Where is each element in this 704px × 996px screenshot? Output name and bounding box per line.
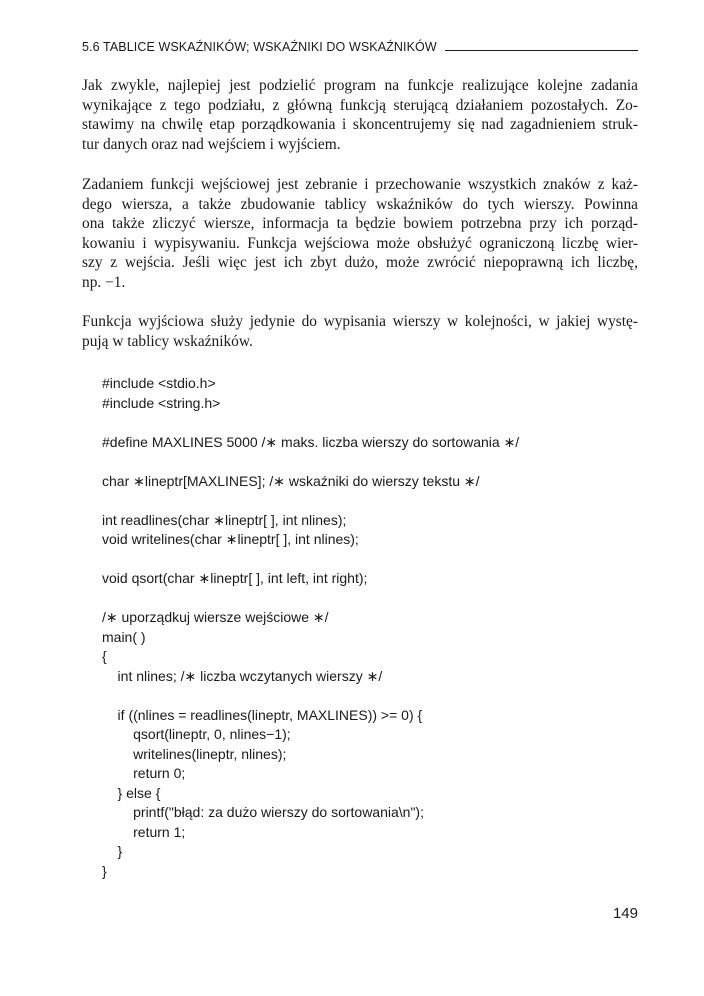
paragraph-line: dego wiersza, a także zbudowanie tablicy wskaźników do tych wierszy. Powinna [82,195,638,213]
code-line: #include <string.h> [102,394,221,411]
paragraph-2 [82,175,638,293]
code-line: #define MAXLINES 5000 /∗ maks. liczba wierszy do sortowania ∗/ [102,433,520,450]
paragraph-3 [82,312,638,351]
code-line: writelines(lineptr, nlines); [102,745,287,762]
code-line: int nlines; /∗ liczba wczytanych wierszy ∗/ [102,667,383,684]
paragraph-line: Jak zwykle, najlepiej jest podzielić program na funkcje realizujące kolejne zadania [82,77,638,94]
code-line [102,491,519,511]
code-line [102,686,519,706]
code-line: { [102,648,107,664]
page-number: 149 [612,905,638,922]
code-line: } else { [102,784,161,801]
running-header [82,38,638,56]
paragraph-line: Funkcja wyjściowa służy jedynie do wypisania wierszy w kolejności, w jakiej wystę- [82,313,638,330]
paragraph-line: Zadaniem funkcji wejściowej jest zebranie i przechowanie wszystkich znaków z każ- [82,176,638,193]
paragraph-line: tur danych oraz nad wejściem i wyjściem. [82,135,341,153]
code-line: printf("błąd: za dużo wierszy do sortowania\n"); [102,804,424,820]
code-listing [102,374,519,881]
code-line: return 0; [102,765,186,781]
paragraph-line: ona także zliczyć wiersze, informacja ta będzie bowiem potrzebna przy ich porząd- [82,215,638,233]
code-line: /∗ uporządkuj wiersze wejściowe ∗/ [102,609,329,625]
section-title: 5.6 TABLICE WSKAŹNIKÓW; WSKAŹNIKI DO WSKAŹNIKÓW [82,40,437,54]
paragraph-line: stawimy na chwilę etap porządkowania i skoncentrujemy się nad zagadnieniem struk- [82,116,638,134]
code-line: } [102,862,107,879]
code-line: void qsort(char ∗lineptr[ ], int left, int right); [102,570,368,586]
code-line: char ∗lineptr[MAXLINES]; /∗ wskaźniki do wierszy tekstu ∗/ [102,472,480,489]
code-line: return 1; [102,823,186,840]
paragraph-line: np. −1. [82,273,126,291]
code-line: } [102,843,123,859]
paragraph-line: szy z wejścia. Jeśli więc jest ich zbyt dużo, może zwrócić niepoprawną ich liczbę, [82,254,638,272]
code-line: void writelines(char ∗lineptr[ ], int nlines); [102,531,359,547]
code-line [102,589,519,609]
paragraph-line: kowaniu i wypisywaniu. Funkcja wejściowa może obsłużyć ograniczoną liczbę wier- [82,234,638,252]
code-line: qsort(lineptr, 0, nlines−1); [102,726,291,742]
header-rule [445,50,638,51]
code-line [102,452,519,472]
code-line [102,550,519,570]
paragraph-line: wynikające z tego podziału, z główną funkcją sterującą działaniem pozostałych. Zo- [82,96,638,114]
code-line: int readlines(char ∗lineptr[ ], int nlines); [102,511,347,528]
code-line: main( ) [102,628,146,645]
code-line: #include <stdio.h> [102,375,216,391]
paragraph-line: pują w tablicy wskaźników. [82,332,253,350]
paragraph-1 [82,76,638,154]
code-line: if ((nlines = readlines(lineptr, MAXLINES)) >= 0) { [102,706,423,723]
code-line [102,413,519,433]
